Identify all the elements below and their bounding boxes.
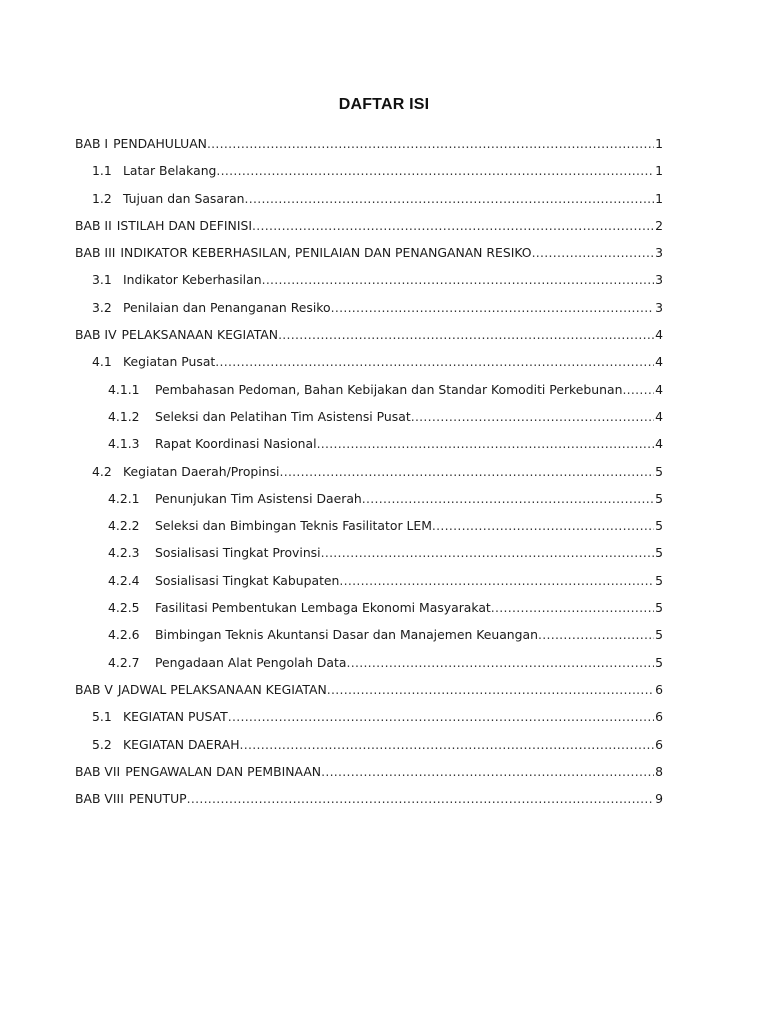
toc-entry-number: 4.1.3 bbox=[108, 436, 140, 452]
toc-entry[interactable] bbox=[75, 130, 663, 157]
toc-dot-leader bbox=[187, 785, 655, 812]
toc-entry-page-number: 6 bbox=[655, 709, 663, 725]
toc-entry[interactable] bbox=[75, 758, 663, 785]
toc-entry-number: BAB III bbox=[75, 245, 116, 261]
toc-entry[interactable] bbox=[75, 239, 663, 266]
toc-entry-page-number: 6 bbox=[655, 681, 663, 697]
toc-entry[interactable] bbox=[75, 157, 663, 184]
toc-entry-number: 4.2.6 bbox=[108, 627, 140, 643]
toc-entry-number: 5.1 bbox=[92, 709, 112, 725]
toc-dot-leader bbox=[321, 539, 655, 566]
toc-entry[interactable] bbox=[75, 649, 663, 676]
toc-entry-number: BAB I bbox=[75, 136, 109, 151]
toc-entry-number: 3.1 bbox=[92, 272, 112, 288]
toc-entry-page-number: 5 bbox=[655, 518, 663, 534]
toc-entry[interactable] bbox=[75, 348, 663, 375]
toc-dot-leader bbox=[207, 130, 654, 157]
toc-entry-title: Indikator Keberhasilan bbox=[123, 272, 262, 288]
toc-dot-leader bbox=[321, 758, 654, 785]
toc-dot-leader bbox=[432, 512, 654, 539]
toc-entry-page-number: 4 bbox=[655, 354, 663, 370]
toc-entry-page-number: 4 bbox=[655, 408, 663, 424]
toc-dot-leader bbox=[245, 185, 655, 212]
toc-entry-title: Pengadaan Alat Pengolah Data bbox=[155, 654, 347, 670]
toc-entry-title: KEGIATAN DAERAH bbox=[123, 736, 240, 752]
toc-entry[interactable] bbox=[75, 430, 663, 457]
toc-entry-title: Latar Belakang bbox=[123, 163, 217, 179]
toc-dot-leader bbox=[331, 294, 655, 321]
toc-dot-leader bbox=[262, 266, 655, 293]
toc-entry-number: 4.1.2 bbox=[108, 408, 140, 424]
toc-entry-page-number: 3 bbox=[655, 272, 663, 288]
toc-entry-page-number: 6 bbox=[655, 736, 663, 752]
toc-entry-page-number: 5 bbox=[655, 600, 663, 616]
toc-dot-leader bbox=[491, 594, 654, 621]
toc-dot-leader bbox=[411, 403, 654, 430]
toc-entry[interactable] bbox=[75, 185, 663, 212]
toc-entry-page-number: 5 bbox=[655, 654, 663, 670]
toc-entry[interactable] bbox=[75, 731, 663, 758]
toc-entry[interactable] bbox=[75, 376, 663, 403]
toc-entry-page-number: 5 bbox=[655, 490, 663, 506]
toc-entry-page-number: 9 bbox=[655, 791, 663, 807]
toc-entry-number: BAB IV bbox=[75, 327, 117, 343]
toc-entry-title: PELAKSANAAN KEGIATAN bbox=[121, 327, 279, 343]
toc-entry[interactable] bbox=[75, 485, 663, 512]
toc-entry-title: INDIKATOR KEBERHASILAN, PENILAIAN DAN PENANGANAN RESIKO bbox=[120, 245, 532, 261]
toc-entry-title: ISTILAH DAN DEFINISI bbox=[116, 217, 252, 233]
toc-entry-number: 4.2.5 bbox=[108, 600, 140, 616]
toc-entry-title: Seleksi dan Bimbingan Teknis Fasilitator LEM bbox=[155, 518, 432, 534]
toc-entry-number: 4.2 bbox=[92, 463, 112, 479]
toc-entry-title: PENUTUP bbox=[128, 791, 187, 807]
toc-entry[interactable] bbox=[75, 621, 663, 648]
toc-entry-title: Sosialisasi Tingkat Kabupaten bbox=[155, 572, 340, 588]
toc-entry-title: Pembahasan Pedoman, Bahan Kebijakan dan Standar Komoditi Perkebunan bbox=[155, 381, 623, 397]
toc-dot-leader bbox=[362, 485, 654, 512]
toc-entry[interactable] bbox=[75, 266, 663, 293]
toc-dot-leader bbox=[278, 321, 654, 348]
toc-entry-number: 1.2 bbox=[92, 190, 112, 206]
toc-entry-page-number: 1 bbox=[655, 190, 663, 206]
toc-entry-number: 4.1.1 bbox=[108, 381, 140, 397]
toc-dot-leader bbox=[346, 649, 654, 676]
toc-entry-title: Kegiatan Daerah/Propinsi bbox=[123, 463, 280, 479]
toc-entry[interactable] bbox=[75, 321, 663, 348]
toc-entry[interactable] bbox=[75, 703, 663, 730]
toc-dot-leader bbox=[216, 157, 654, 184]
toc-entry-title: Rapat Koordinasi Nasional bbox=[155, 436, 317, 452]
toc-entry-page-number: 4 bbox=[655, 436, 663, 452]
toc-entry-page-number: 5 bbox=[655, 545, 663, 561]
toc-entry-title: Bimbingan Teknis Akuntansi Dasar dan Manajemen Keuangan bbox=[155, 627, 538, 643]
toc-dot-leader bbox=[327, 676, 654, 703]
toc-entry[interactable] bbox=[75, 512, 663, 539]
toc-entry-title: Penunjukan Tim Asistensi Daerah bbox=[155, 490, 362, 506]
toc-entry-page-number: 1 bbox=[655, 163, 663, 179]
toc-entry-title: Seleksi dan Pelatihan Tim Asistensi Pusat bbox=[155, 408, 411, 424]
toc-title: DAFTAR ISI bbox=[338, 96, 430, 113]
toc-entry-number: 4.2.2 bbox=[108, 518, 140, 534]
toc-entry-page-number: 5 bbox=[655, 572, 663, 588]
toc-dot-leader bbox=[215, 348, 654, 375]
toc-entry[interactable] bbox=[75, 594, 663, 621]
toc-dot-leader bbox=[252, 212, 654, 239]
toc-entry[interactable] bbox=[75, 567, 663, 594]
toc-entry-number: 3.2 bbox=[92, 299, 112, 315]
toc-entry-number: BAB II bbox=[75, 217, 112, 233]
toc-dot-leader bbox=[538, 621, 654, 648]
toc-entry-number: 4.1 bbox=[92, 354, 112, 370]
toc-entry[interactable] bbox=[75, 403, 663, 430]
toc-entry-page-number: 3 bbox=[655, 299, 663, 315]
toc-entry-title: PENGAWALAN DAN PEMBINAAN bbox=[125, 763, 322, 779]
toc-entry[interactable] bbox=[75, 294, 663, 321]
toc-entry-page-number: 5 bbox=[655, 627, 663, 643]
toc-entry-title: KEGIATAN PUSAT bbox=[123, 709, 228, 725]
toc-dot-leader bbox=[622, 376, 654, 403]
toc-entry-page-number: 8 bbox=[655, 763, 663, 779]
toc-entry-number: 4.2.3 bbox=[108, 545, 140, 561]
toc-entry-number: 4.2.7 bbox=[108, 654, 140, 670]
toc-entry-title: PENDAHULUAN bbox=[113, 136, 207, 151]
toc-entry-page-number: 3 bbox=[655, 245, 663, 261]
toc-entry-number: 1.1 bbox=[92, 163, 112, 179]
toc-dot-leader bbox=[339, 567, 654, 594]
toc-dot-leader bbox=[279, 458, 654, 485]
toc-entry-title: Penilaian dan Penanganan Resiko bbox=[123, 299, 331, 315]
toc-entry-title: Tujuan dan Sasaran bbox=[123, 190, 245, 206]
toc-entry-number: 5.2 bbox=[92, 736, 112, 752]
toc-entry-number: 4.2.1 bbox=[108, 490, 140, 506]
toc-dot-leader bbox=[240, 731, 655, 758]
toc-dot-leader bbox=[228, 703, 654, 730]
toc-entry-page-number: 2 bbox=[655, 217, 663, 233]
toc-entry-title: Kegiatan Pusat bbox=[123, 354, 216, 370]
toc-entry-number: BAB VII bbox=[75, 763, 121, 779]
toc-entry-number: 4.2.4 bbox=[108, 572, 140, 588]
toc-entry-page-number: 5 bbox=[655, 463, 663, 479]
toc-entry[interactable] bbox=[75, 212, 663, 239]
toc-entry[interactable] bbox=[75, 676, 663, 703]
toc-dot-leader bbox=[317, 430, 655, 457]
toc-entry-title: JADWAL PELAKSANAAN KEGIATAN bbox=[117, 681, 327, 697]
toc-entry-page-number: 4 bbox=[655, 327, 663, 343]
toc-entry-number: BAB VIII bbox=[75, 791, 124, 807]
toc-entry[interactable] bbox=[75, 458, 663, 485]
toc-entry[interactable] bbox=[75, 785, 663, 812]
toc-entry-number: BAB V bbox=[75, 681, 113, 697]
toc-entry[interactable] bbox=[75, 539, 663, 566]
toc-entry-title: Fasilitasi Pembentukan Lembaga Ekonomi Masyarakat bbox=[155, 600, 491, 616]
toc-entry-page-number: 1 bbox=[655, 136, 663, 151]
toc-dot-leader bbox=[532, 239, 655, 266]
toc-entry-page-number: 4 bbox=[655, 381, 663, 397]
toc-list bbox=[75, 130, 663, 812]
toc-entry-title: Sosialisasi Tingkat Provinsi bbox=[155, 545, 321, 561]
